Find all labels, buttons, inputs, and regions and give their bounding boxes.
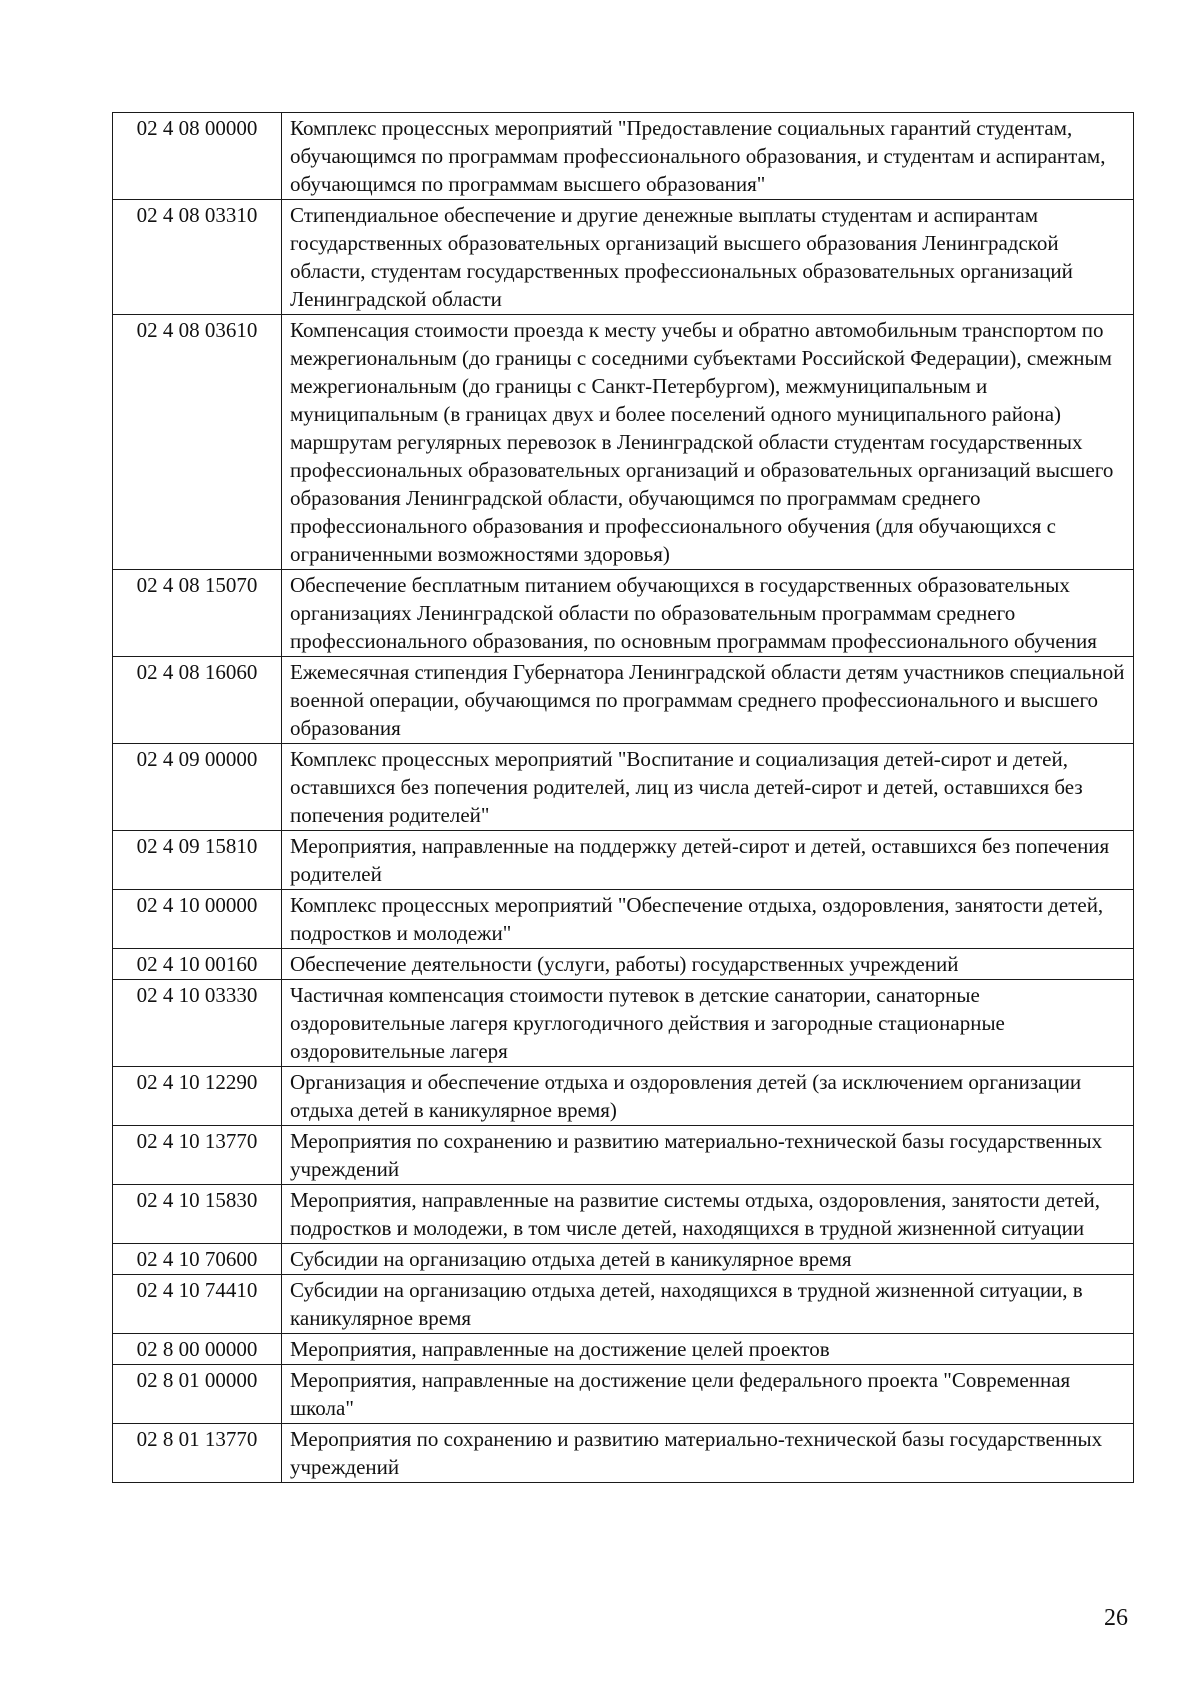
row-code-cell: 02 4 10 12290 xyxy=(113,1067,282,1126)
table-row xyxy=(113,1275,1134,1334)
budget-classification-table xyxy=(112,112,1134,1483)
row-description-cell: Мероприятия, направленные на поддержку детей-сирот и детей, оставшихся без попечения родителей xyxy=(282,831,1134,890)
row-code-cell: 02 4 10 13770 xyxy=(113,1126,282,1185)
table-row xyxy=(113,890,1134,949)
table-row xyxy=(113,1244,1134,1275)
table-row xyxy=(113,1185,1134,1244)
row-description-cell: Стипендиальное обеспечение и другие денежные выплаты студентам и аспирантам государственных образовательных организаций высшего образования Ленинградской области, студентам государственных профессиональных образовательных организаций Ленинградской области xyxy=(282,200,1134,315)
table-row xyxy=(113,570,1134,657)
table-row xyxy=(113,1424,1134,1483)
table-row xyxy=(113,949,1134,980)
row-code-cell: 02 4 09 15810 xyxy=(113,831,282,890)
row-description-cell: Организация и обеспечение отдыха и оздоровления детей (за исключением организации отдыха детей в каникулярное время) xyxy=(282,1067,1134,1126)
row-description-cell: Ежемесячная стипендия Губернатора Ленинградской области детям участников специальной военной операции, обучающимся по программам среднего профессионального и высшего образования xyxy=(282,657,1134,744)
row-description-cell: Обеспечение бесплатным питанием обучающихся в государственных образовательных организациях Ленинградской области по образовательным программам среднего профессионального образования, по основным программам профессионального обучения xyxy=(282,570,1134,657)
row-description-cell: Частичная компенсация стоимости путевок в детские санатории, санаторные оздоровительные лагеря круглогодичного действия и загородные стационарные оздоровительные лагеря xyxy=(282,980,1134,1067)
row-description-cell: Субсидии на организацию отдыха детей в каникулярное время xyxy=(282,1244,1134,1275)
row-description-cell: Мероприятия, направленные на развитие системы отдыха, оздоровления, занятости детей, подростков и молодежи, в том числе детей, находящихся в трудной жизненной ситуации xyxy=(282,1185,1134,1244)
row-code-cell: 02 8 01 00000 xyxy=(113,1365,282,1424)
row-description-cell: Компенсация стоимости проезда к месту учебы и обратно автомобильным транспортом по межрегиональным (до границы с соседними субъектами Российской Федерации), смежным межрегиональным (до границы с Санкт-Петербургом), межмуниципальным и муниципальным (в границах двух и более поселений одного муниципального района) маршрутам регулярных перевозок в Ленинградской области студентам государственных профессиональных образовательных организаций и образовательных организаций высшего образования Ленинградской области, обучающимся по программам среднего профессионального образования и профессионального обучения (для обучающихся с ограниченными возможностями здоровья) xyxy=(282,315,1134,570)
table-row xyxy=(113,1365,1134,1424)
table-row xyxy=(113,1334,1134,1365)
table-row xyxy=(113,1067,1134,1126)
table-row xyxy=(113,657,1134,744)
row-code-cell: 02 4 10 00000 xyxy=(113,890,282,949)
row-code-cell: 02 8 00 00000 xyxy=(113,1334,282,1365)
row-description-cell: Комплекс процессных мероприятий "Обеспечение отдыха, оздоровления, занятости детей, подростков и молодежи" xyxy=(282,890,1134,949)
table-row xyxy=(113,1126,1134,1185)
row-code-cell: 02 4 08 16060 xyxy=(113,657,282,744)
row-code-cell: 02 4 08 00000 xyxy=(113,113,282,200)
row-code-cell: 02 4 08 03610 xyxy=(113,315,282,570)
row-description-cell: Обеспечение деятельности (услуги, работы) государственных учреждений xyxy=(282,949,1134,980)
row-description-cell: Комплекс процессных мероприятий "Предоставление социальных гарантий студентам, обучающимся по программам профессионального образования, и студентам и аспирантам, обучающимся по программам высшего образования" xyxy=(282,113,1134,200)
table-body xyxy=(113,113,1134,1483)
table-row xyxy=(113,744,1134,831)
table-row xyxy=(113,831,1134,890)
row-code-cell: 02 4 08 15070 xyxy=(113,570,282,657)
table-row xyxy=(113,113,1134,200)
row-description-cell: Мероприятия по сохранению и развитию материально-технической базы государственных учреждений xyxy=(282,1424,1134,1483)
row-description-cell: Мероприятия, направленные на достижение целей проектов xyxy=(282,1334,1134,1365)
row-description-cell: Мероприятия, направленные на достижение цели федерального проекта "Современная школа" xyxy=(282,1365,1134,1424)
page-number: 26 xyxy=(1104,1605,1128,1631)
row-code-cell: 02 4 10 15830 xyxy=(113,1185,282,1244)
table-row xyxy=(113,315,1134,570)
row-code-cell: 02 4 08 03310 xyxy=(113,200,282,315)
row-description-cell: Субсидии на организацию отдыха детей, находящихся в трудной жизненной ситуации, в каникулярное время xyxy=(282,1275,1134,1334)
row-code-cell: 02 8 01 13770 xyxy=(113,1424,282,1483)
row-description-cell: Комплекс процессных мероприятий "Воспитание и социализация детей-сирот и детей, оставшихся без попечения родителей, лиц из числа детей-сирот и детей, оставшихся без попечения родителей" xyxy=(282,744,1134,831)
row-code-cell: 02 4 10 00160 xyxy=(113,949,282,980)
row-code-cell: 02 4 10 70600 xyxy=(113,1244,282,1275)
row-code-cell: 02 4 10 74410 xyxy=(113,1275,282,1334)
row-description-cell: Мероприятия по сохранению и развитию материально-технической базы государственных учреждений xyxy=(282,1126,1134,1185)
table-row xyxy=(113,980,1134,1067)
table-row xyxy=(113,200,1134,315)
row-code-cell: 02 4 09 00000 xyxy=(113,744,282,831)
row-code-cell: 02 4 10 03330 xyxy=(113,980,282,1067)
